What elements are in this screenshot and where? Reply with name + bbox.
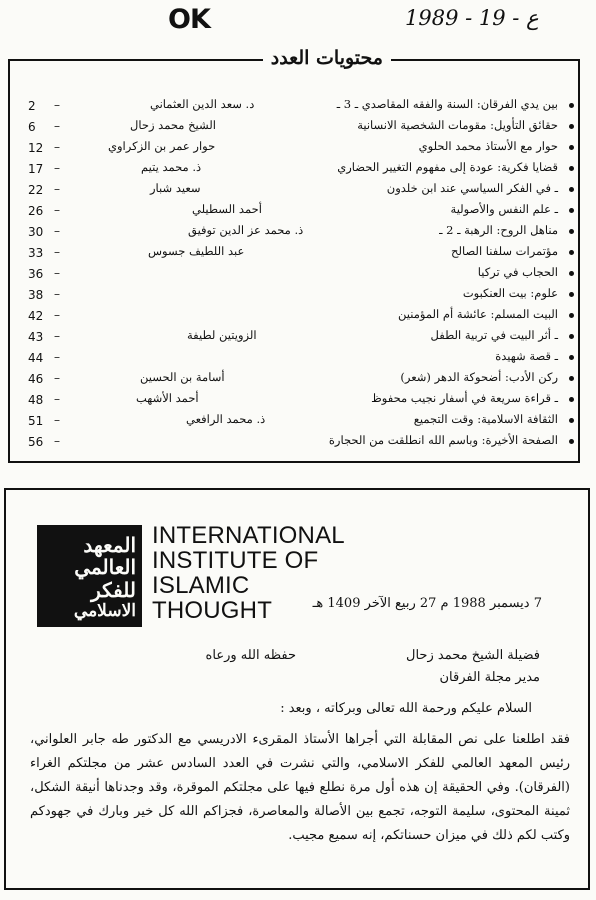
contents-entry-author: عبد اللطيف جسوس — [148, 244, 245, 258]
bullet-icon — [569, 313, 574, 318]
logo-line-1: المعهد — [83, 533, 136, 557]
contents-row — [10, 412, 582, 432]
contents-entry-title: ركن الأدب: أضحوكة الدهر (شعر) — [400, 370, 558, 384]
contents-row — [10, 349, 582, 369]
dash-separator: – — [54, 329, 60, 343]
bullet-icon — [569, 187, 574, 192]
contents-entry-title: علوم: بيت العنكبوت — [462, 286, 558, 300]
bullet-icon — [569, 229, 574, 234]
dash-separator: – — [54, 434, 60, 448]
contents-row — [10, 244, 582, 264]
contents-row — [10, 181, 582, 201]
contents-row — [10, 433, 582, 453]
dash-separator: – — [54, 266, 60, 280]
bullet-icon — [569, 124, 574, 129]
institute-name-line-4: THOUGHT — [152, 597, 273, 624]
contents-entry-page: 42 — [28, 309, 44, 323]
contents-title: محتويات العدد — [263, 46, 391, 70]
logo-line-4: الاسلامي — [73, 601, 136, 621]
contents-entry-author: سعيد شبار — [150, 181, 201, 195]
bullet-icon — [569, 376, 574, 381]
contents-entry-author: أحمد الأشهب — [136, 391, 199, 405]
dash-separator: – — [54, 119, 60, 133]
contents-entry-author: د. سعد الدين العثماني — [150, 97, 255, 111]
dash-separator: – — [54, 140, 60, 154]
bullet-icon — [569, 418, 574, 423]
dash-separator: – — [54, 308, 60, 322]
institute-logo — [37, 525, 142, 627]
dash-separator: – — [54, 182, 60, 196]
contents-entry-page: 36 — [28, 267, 44, 281]
contents-entry-title: ـ قراءة سريعة في أسفار نجيب محفوظ — [371, 391, 558, 405]
contents-entry-title: حوار مع الأستاذ محمد الحلوي — [418, 139, 558, 153]
ok-mark: OK — [168, 4, 210, 35]
contents-entry-page: 44 — [28, 351, 44, 365]
contents-entry-page: 51 — [28, 414, 44, 428]
contents-entry-title: ـ في الفكر السياسي عند ابن خلدون — [386, 181, 558, 195]
bullet-icon — [569, 145, 574, 150]
contents-entry-title: ـ علم النفس والأصولية — [450, 202, 558, 216]
contents-row — [10, 286, 582, 306]
dash-separator: – — [54, 350, 60, 364]
logo-line-3: للفكر — [91, 578, 136, 602]
contents-entry-title: بين يدي الفرقان: السنة والفقه المقاصدي ـ 3 ـ — [336, 97, 558, 111]
bullet-icon — [569, 292, 574, 297]
bullet-icon — [569, 103, 574, 108]
contents-entry-author: ذ. محمد الرافعي — [186, 412, 266, 426]
contents-entry-author: أحمد السطيلي — [192, 202, 262, 216]
contents-entry-author: ذ. محمد عز الدين توفيق — [188, 223, 304, 237]
contents-row — [10, 370, 582, 390]
contents-entry-author: حوار عمر بن الزكراوي — [108, 139, 216, 153]
bullet-icon — [569, 355, 574, 360]
contents-entry-author: الشيخ محمد زحال — [130, 118, 216, 132]
dash-separator: – — [54, 245, 60, 259]
contents-entry-page: 22 — [28, 183, 44, 197]
bullet-icon — [569, 439, 574, 444]
contents-row — [10, 328, 582, 348]
contents-entry-title: الحجاب في تركيا — [477, 265, 558, 279]
recipient-blessing: حفظه الله ورعاه — [205, 648, 296, 663]
contents-entry-page: 48 — [28, 393, 44, 407]
contents-entry-title: مؤتمرات سلفنا الصالح — [451, 244, 558, 258]
greeting: السلام عليكم ورحمة الله تعالى وبركاته ، وبعد : — [280, 701, 532, 716]
contents-entry-title: الصفحة الأخيرة: وباسم الله انطلقت من الحجارة — [328, 433, 558, 447]
contents-entry-page: 38 — [28, 288, 44, 302]
bullet-icon — [569, 397, 574, 402]
contents-row — [10, 307, 582, 327]
institute-name-line-1: INTERNATIONAL — [152, 522, 345, 549]
contents-entry-page: 46 — [28, 372, 44, 386]
contents-entry-title: البيت المسلم: عائشة أم المؤمنين — [398, 307, 558, 321]
bullet-icon — [569, 166, 574, 171]
contents-entry-author: ذ. محمد يتيم — [141, 160, 202, 174]
contents-row — [10, 118, 582, 138]
contents-row — [10, 160, 582, 180]
contents-entry-page: 12 — [28, 141, 44, 155]
contents-entry-page: 33 — [28, 246, 44, 260]
contents-entry-page: 17 — [28, 162, 44, 176]
dash-separator: – — [54, 224, 60, 238]
contents-entry-author: أسامة بن الحسين — [140, 370, 225, 384]
recipient-role: مدير مجلة الفرقان — [439, 670, 540, 685]
contents-entry-title: مناهل الروح: الرهبة ـ 2 ـ — [439, 223, 558, 237]
contents-entry-author: الزويتين لطيفة — [187, 328, 257, 342]
letter-date: 7 ديسمبر 1988 م 27 ربيع الآخر 1409 هـ — [312, 596, 542, 611]
handwritten-date: 1989 - 19 - ع — [405, 6, 539, 30]
contents-entry-title: حقائق التأويل: مقومات الشخصية الانسانية — [357, 118, 558, 132]
institute-name-line-3: ISLAMIC — [152, 572, 250, 599]
recipient-name: فضيلة الشيخ محمد زحال — [406, 648, 540, 663]
contents-entry-page: 56 — [28, 435, 44, 449]
dash-separator: – — [54, 98, 60, 112]
contents-entry-page: 26 — [28, 204, 44, 218]
bullet-icon — [569, 334, 574, 339]
dash-separator: – — [54, 161, 60, 175]
dash-separator: – — [54, 392, 60, 406]
bullet-icon — [569, 250, 574, 255]
contents-row — [10, 97, 582, 117]
contents-entry-page: 2 — [28, 99, 36, 113]
contents-row — [10, 265, 582, 285]
contents-entry-title: ـ قصة شهيدة — [495, 349, 558, 363]
dash-separator: – — [54, 203, 60, 217]
contents-row — [10, 139, 582, 159]
institute-name-line-2: INSTITUTE OF — [152, 547, 319, 574]
dash-separator: – — [54, 287, 60, 301]
contents-entry-page: 43 — [28, 330, 44, 344]
contents-entry-page: 30 — [28, 225, 44, 239]
dash-separator: – — [54, 413, 60, 427]
contents-entry-title: الثقافة الاسلامية: وقت التجميع — [413, 412, 558, 426]
contents-box — [8, 59, 580, 463]
contents-entry-title: قضايا فكرية: عودة إلى مفهوم التغيير الحضاري — [337, 160, 558, 174]
contents-entry-page: 6 — [28, 120, 36, 134]
contents-row — [10, 391, 582, 411]
contents-row — [10, 223, 582, 243]
bullet-icon — [569, 208, 574, 213]
bullet-icon — [569, 271, 574, 276]
contents-row — [10, 202, 582, 222]
letter-body: فقد اطلعنا على نص المقابلة التي أجراها الأستاذ المقرىء الادريسي مع الدكتور طه جابر العلواني، رئيس المعهد العالمي للفكر الاسلامي، والتي نشرت في العدد السادس عشر من مجلتكم الغراء (الفرقان). وفي الحقيقة إن هذه أول مرة نطلع فيها على مجلتكم الموقرة، وقد وجدناها أنيقة الشكل، ثمينة المحتوى، سليمة التوجه، تجمع بين الأصالة والمعاصرة، فجزاكم الله كل خير وبارك في جهودكم وكتب لكم ذلك في ميزان حسناتكم، إنه سميع مجيب. — [30, 732, 570, 843]
contents-entry-title: ـ أثر البيت في تربية الطفل — [430, 328, 558, 342]
logo-line-2: العالمي — [74, 555, 136, 579]
dash-separator: – — [54, 371, 60, 385]
